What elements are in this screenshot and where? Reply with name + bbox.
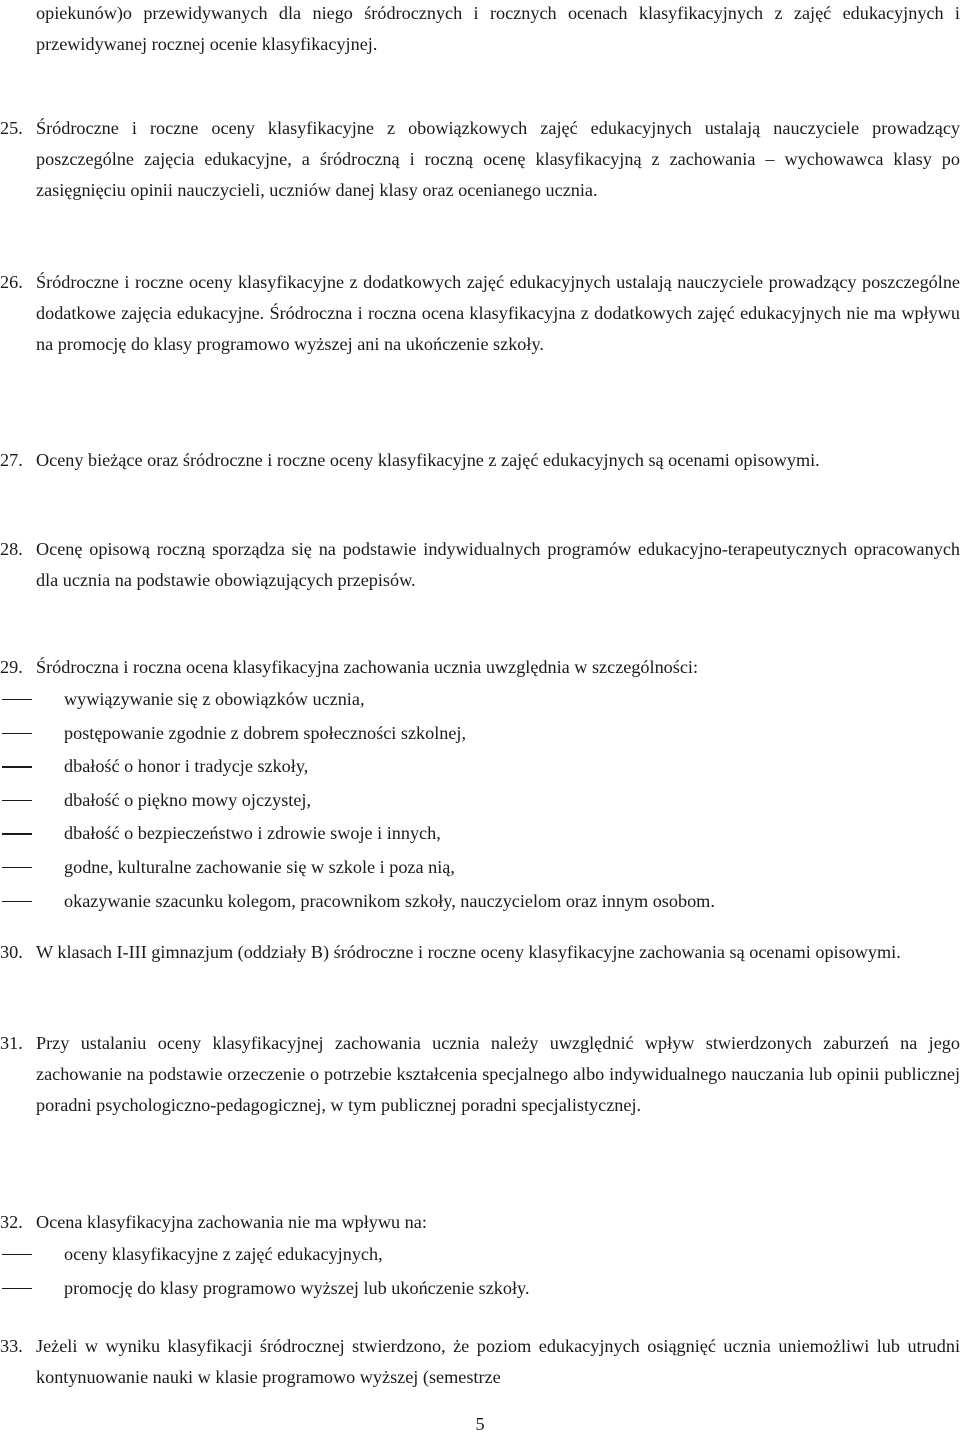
list-item: wywiązywanie się z obowiązków ucznia, — [0, 684, 960, 718]
paragraph-33 — [0, 1331, 960, 1393]
paragraph-number: 28. — [0, 539, 23, 559]
paragraph-text: W klasach I-III gimnazjum (oddziały B) śródroczne i roczne oceny klasyfikacyjne zachowania są ocenami opisowymi. — [36, 942, 901, 962]
page-number: 5 — [475, 1414, 485, 1434]
list-item: okazywanie szacunku kolegom, pracownikom szkoły, nauczycielom oraz innym osobom. — [0, 886, 960, 920]
continued-paragraph — [36, 0, 960, 60]
list-item: promocję do klasy programowo wyższej lub ukończenie szkoły. — [0, 1273, 960, 1307]
list-item: oceny klasyfikacyjne z zajęć edukacyjnych, — [0, 1239, 960, 1273]
paragraph-text: Oceny bieżące oraz śródroczne i roczne oceny klasyfikacyjne z zajęć edukacyjnych są ocenami opisowymi. — [36, 450, 820, 470]
paragraph-32 — [0, 1207, 960, 1238]
paragraph-number: 32. — [0, 1212, 23, 1232]
paragraph-text: Przy ustalaniu oceny klasyfikacyjnej zachowania ucznia należy uwzględnić wpływ stwierdzonych zaburzeń na jego zachowanie na podstawie orzeczenie o potrzebie kształcenia specjalnego albo indywidualnego nauczania lub opinii publicznej poradni psychologiczno-pedagogicznej, w tym publicznej poradni specjalistycznej. — [36, 1033, 960, 1115]
paragraph-25 — [0, 113, 960, 205]
continued-paragraph-text: opiekunów)o przewidywanych dla niego śródrocznych i rocznych ocenach klasyfikacyjnych z zajęć edukacyjnych i przewidywanej rocznej ocenie klasyfikacyjnej. — [36, 3, 960, 54]
paragraph-text: Jeżeli w wyniku klasyfikacji śródrocznej stwierdzono, że poziom edukacyjnych osiągnięć ucznia uniemożliwi lub utrudni kontynuowanie nauki w klasie programowo wyższej (semestrze — [36, 1336, 960, 1387]
paragraph-number: 33. — [0, 1336, 23, 1356]
paragraph-31 — [0, 1028, 960, 1120]
list-item: dbałość o honor i tradycje szkoły, — [0, 751, 960, 785]
paragraph-text: Ocenę opisową roczną sporządza się na podstawie indywidualnych programów edukacyjno-terapeutycznych opracowanych dla ucznia na podstawie obowiązujących przepisów. — [36, 539, 960, 590]
paragraph-number: 26. — [0, 272, 23, 292]
list-item: postępowanie zgodnie z dobrem społeczności szkolnej, — [0, 718, 960, 752]
paragraph-number: 27. — [0, 450, 23, 470]
list-item: godne, kulturalne zachowanie się w szkole i poza nią, — [0, 852, 960, 886]
paragraph-27 — [0, 445, 960, 476]
paragraph-number: 30. — [0, 942, 23, 962]
paragraph-29 — [0, 652, 960, 683]
list-item: dbałość o bezpieczeństwo i zdrowie swoje i innych, — [0, 818, 960, 852]
paragraph-text: Śródroczne i roczne oceny klasyfikacyjne z obowiązkowych zajęć edukacyjnych ustalają nauczyciele prowadzący poszczególne zajęcia edukacyjne, a śródroczną i roczną ocenę klasyfikacyjną z zachowania – wychowawca klasy po zasięgnięciu opinii nauczycieli, uczniów danej klasy oraz ocenianego ucznia. — [36, 118, 960, 200]
paragraph-number: 31. — [0, 1033, 23, 1053]
paragraph-text: Ocena klasyfikacyjna zachowania nie ma wpływu na: — [36, 1212, 427, 1232]
paragraph-number: 25. — [0, 118, 23, 138]
paragraph-text: Śródroczna i roczna ocena klasyfikacyjna zachowania ucznia uwzględnia w szczególności: — [36, 657, 699, 677]
list-paragraph-32 — [0, 1239, 960, 1306]
list-item: dbałość o piękno mowy ojczystej, — [0, 785, 960, 819]
list-paragraph-29 — [0, 684, 960, 919]
paragraph-30 — [0, 937, 960, 968]
paragraph-number: 29. — [0, 657, 23, 677]
paragraph-28 — [0, 534, 960, 596]
paragraph-26 — [0, 267, 960, 359]
paragraph-text: Śródroczne i roczne oceny klasyfikacyjne z dodatkowych zajęć edukacyjnych ustalają nauczyciele prowadzący poszczególne dodatkowe zajęcia edukacyjne. Śródroczna i roczna ocena klasyfikacyjna z dodatkowych zajęć edukacyjnych nie ma wpływu na promocję do klasy programowo wyższej ani na ukończenie szkoły. — [36, 272, 960, 354]
